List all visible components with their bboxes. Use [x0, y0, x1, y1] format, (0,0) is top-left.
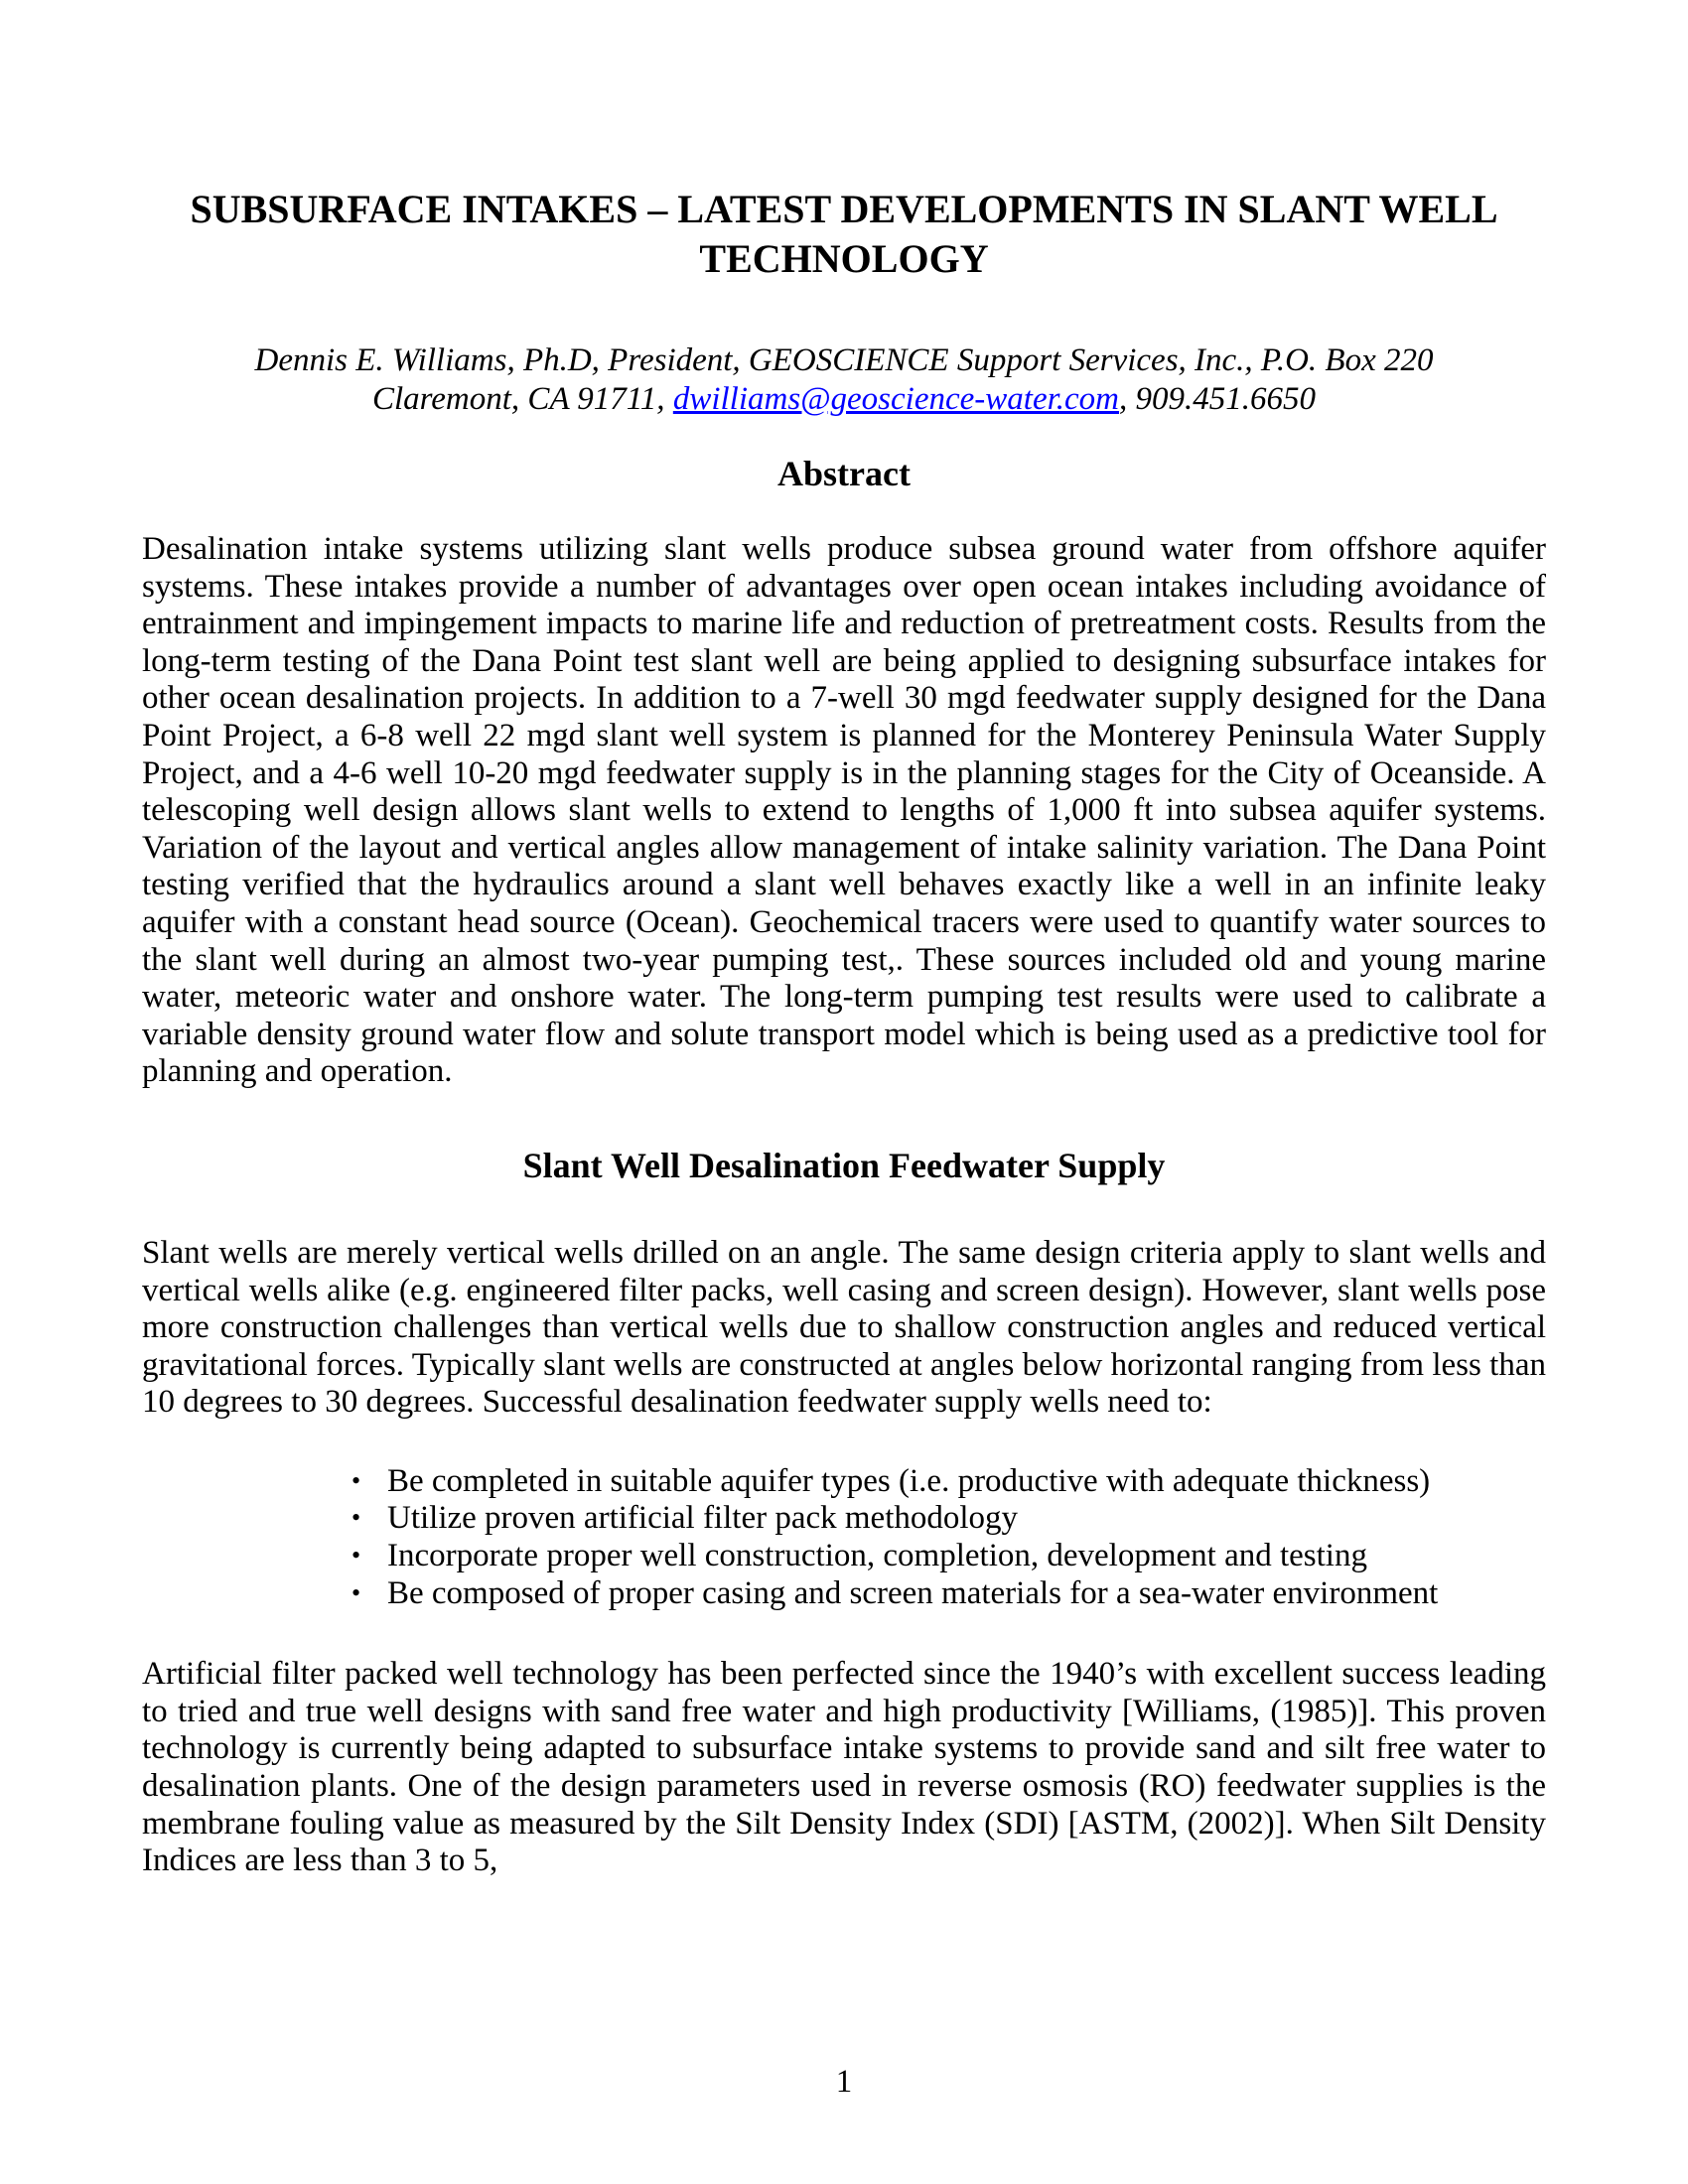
list-item: • Be composed of proper casing and screen materials for a sea-water environment: [350, 1575, 1546, 1613]
list-item: • Utilize proven artificial filter pack methodology: [350, 1500, 1546, 1538]
slant-well-paragraph-2: Artificial filter packed well technology has been perfected since the 1940’s with excellent success leading to tried and true well designs with sand free water and high productivity [Williams, (1985)]. This proven technology is currently being adapted to subsurface intake systems to provide sand and silt free water to desalination plants. One of the design parameters used in reverse osmosis (RO) feedwater supplies is the membrane fouling value as measured by the Silt Density Index (SDI) [ASTM, (2002)]. When Silt Density Indices are less than 3 to 5,: [142, 1656, 1546, 1879]
abstract-paragraph: Desalination intake systems utilizing slant wells produce subsea ground water from offshore aquifer systems. These intakes provide a number of advantages over open ocean intakes including avoidance of entrainment and impingement impacts to marine life and reduction of pretreatment costs. Results from the long-term testing of the Dana Point test slant well are being applied to designing subsurface intakes for other ocean desalination projects. In addition to a 7-well 30 mgd feedwater supply designed for the Dana Point Project, a 6-8 well 22 mgd slant well system is planned for the Monterey Peninsula Water Supply Project, and a 4-6 well 10-20 mgd feedwater supply is in the planning stages for the City of Oceanside. A telescoping well design allows slant wells to extend to lengths of 1,000 ft into subsea aquifer systems. Variation of the layout and vertical angles allow management of intake salinity variation. The Dana Point testing verified that the hydraulics around a slant well behaves exactly like a well in an infinite leaky aquifer with a constant head source (Ocean). Geochemical tracers were used to quantify water sources to the slant well during an almost two-year pumping test,. These sources included old and young marine water, meteoric water and onshore water. The long-term pumping test results were used to calibrate a variable density ground water flow and solute transport model which is being used as a predictive tool for planning and operation.: [142, 531, 1546, 1090]
author-phone: , 909.451.6650: [1119, 381, 1317, 417]
title-line-2: TECHNOLOGY: [699, 236, 989, 281]
list-item: • Be completed in suitable aquifer types (i.e. productive with adequate thickness): [350, 1463, 1546, 1501]
abstract-heading: Abstract: [777, 454, 911, 493]
author-info: Dennis E. Williams, Ph.D, President, GEOSCIENCE Support Services, Inc., P.O. Box 220: [254, 342, 1434, 378]
feedwater-requirements-list: [142, 1463, 1546, 1612]
author-address: Claremont, CA 91711,: [371, 381, 673, 417]
page-number: 1: [835, 2064, 853, 2100]
author-email-link[interactable]: dwilliams@geoscience-water.com: [672, 381, 1120, 417]
title-line-1: SUBSURFACE INTAKES – LATEST DEVELOPMENTS IN SLANT WELL: [190, 187, 1498, 231]
slant-well-paragraph-1: Slant wells are merely vertical wells drilled on an angle. The same design criteria apply to slant wells and vertical wells alike (e.g. engineered filter packs, well casing and screen design). However, slant wells pose more construction challenges than vertical wells due to shallow construction angles and reduced vertical gravitational forces. Typically slant wells are constructed at angles below horizontal ranging from less than 10 degrees to 30 degrees. Successful desalination feedwater supply wells need to:: [142, 1234, 1546, 1421]
author-byline: [142, 341, 1546, 419]
list-item: • Incorporate proper well construction, completion, development and testing: [350, 1538, 1546, 1575]
section-heading-slant-well-feedwater-supply: Slant Well Desalination Feedwater Supply: [522, 1145, 1166, 1185]
page-title: [142, 185, 1546, 284]
